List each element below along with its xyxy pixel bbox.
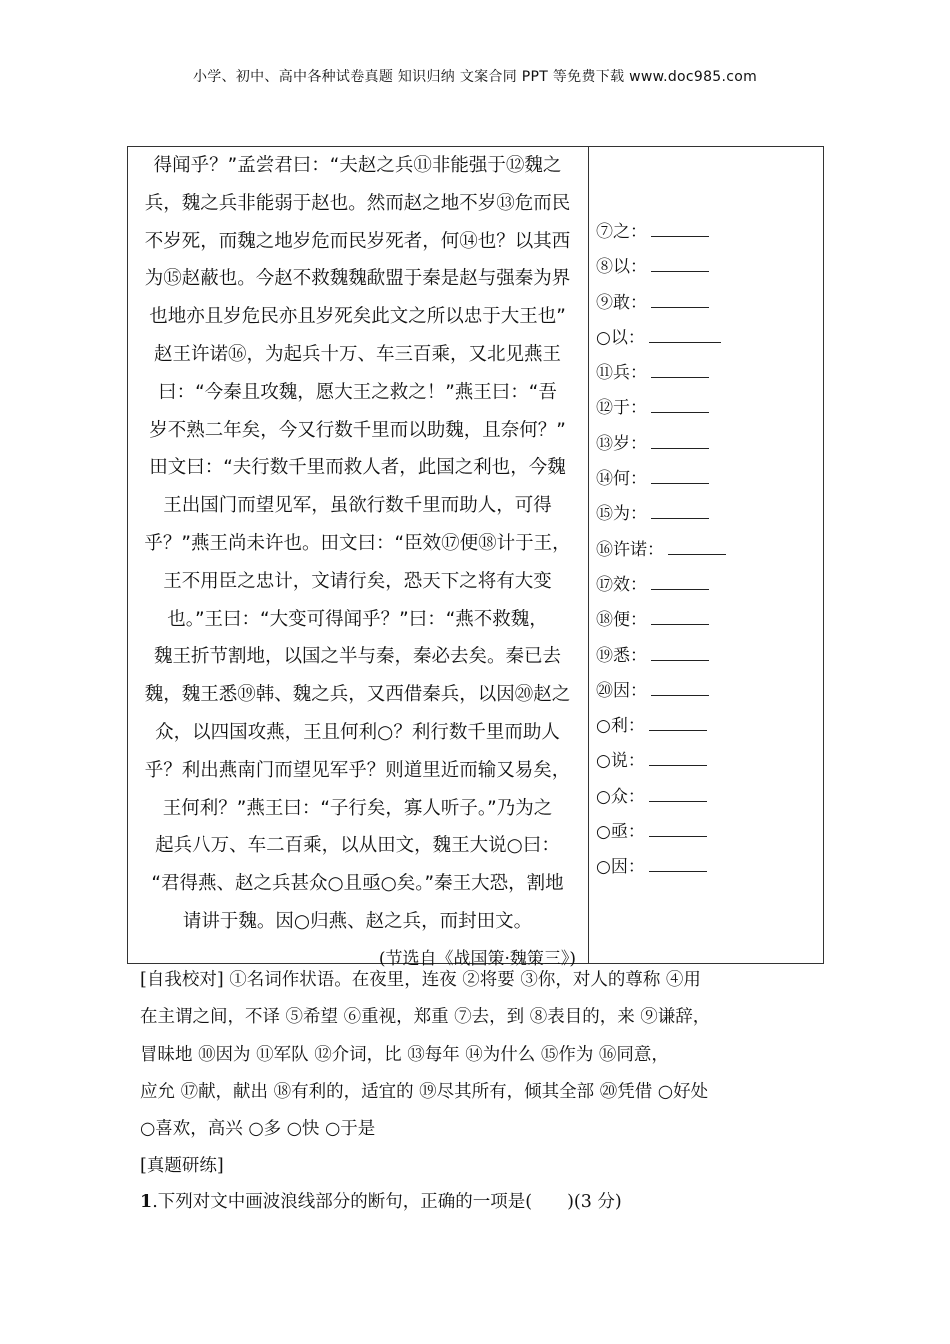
question-number: 1 <box>140 1192 153 1212</box>
passage-line: 田文曰：“夫行数千里而救人者，此国之利也，今魏 <box>149 457 566 479</box>
answer-blank[interactable] <box>651 646 709 661</box>
self-check-line: 冒昧地 ⑩因为 ⑪军队 ⑫介词，比 ⑬每年 ⑭为什么 ⑮作为 ⑯同意， <box>140 1044 669 1065</box>
passage-line: 魏王折节割地，以国之半与秦，秦必去矣。秦已去 <box>153 646 561 668</box>
passage-line: 起兵八万、车二百乘，以从田文，魏王大说○曰： <box>155 835 560 857</box>
note-item: ⑲悉： <box>596 639 816 674</box>
note-item: ⑯许诺： <box>596 533 816 568</box>
note-item: ○亟： <box>596 815 816 850</box>
note-item: ⑰效： <box>596 568 816 603</box>
answer-blank[interactable] <box>651 575 709 590</box>
question-1 <box>140 1184 622 1220</box>
passage-line: 乎？利出燕南门而望见军乎？则道里近而输又易矣， <box>144 759 571 781</box>
note-item: ⑦之： <box>596 215 816 250</box>
note-item: ○因： <box>596 850 816 885</box>
answer-blank[interactable] <box>651 504 709 519</box>
passage-line: 为⑮赵蔽也。今赵不救魏魏歃盟于秦是赵与强秦为界 <box>144 268 571 290</box>
self-check-line: 在主谓之间，不译 ⑤希望 ⑥重视，郑重 ⑦去，到 ⑧表目的，来 ⑨谦辞， <box>140 1007 711 1028</box>
self-check-line: ○喜欢，高兴 ○多 ○快 ○于是 <box>140 1119 376 1140</box>
study-section <box>140 1148 224 1184</box>
note-item: ⑧以： <box>596 250 816 285</box>
note-item: ⑮为： <box>596 497 816 532</box>
note-item: ○众： <box>596 780 816 815</box>
answer-blank[interactable] <box>649 751 707 766</box>
answer-blank[interactable] <box>651 293 709 308</box>
passage-line: 不岁死，而魏之地岁危而民岁死者，何⑭也？以其西 <box>144 230 571 252</box>
passage-line: 曰：“今秦且攻魏，愿大王之救之！”燕王曰：“吾 <box>158 381 557 403</box>
answer-blank[interactable] <box>649 787 707 802</box>
passage-line: 众，以四国攻燕，王且何利○？利行数千里而助人 <box>155 721 560 743</box>
page-header-banner: 小学、初中、高中各种试卷真题 知识归纳 文案合同 PPT 等免费下载 www.doc985.com <box>192 69 758 85</box>
answer-blank[interactable] <box>649 328 721 343</box>
note-item: ⑳因： <box>596 674 816 709</box>
note-item: ⑱便： <box>596 603 816 638</box>
passage-line: 也地亦且岁危民亦且岁死矣此文之所以忠于大王也” <box>149 306 566 328</box>
answer-blank[interactable] <box>649 822 707 837</box>
answer-blank[interactable] <box>668 540 726 555</box>
answer-blank[interactable] <box>649 716 707 731</box>
note-item: ○利： <box>596 709 816 744</box>
passage-line: 岁不熟二年矣，今又行数千里而以助魏，且奈何？” <box>149 419 566 441</box>
answer-blank[interactable] <box>651 257 709 272</box>
self-check-line: [自我校对] ①名词作状语。在夜里，连夜 ②将要 ③你，对人的尊称 ④用 <box>140 970 701 990</box>
answer-blank[interactable] <box>651 363 709 378</box>
answer-blank[interactable] <box>651 610 709 625</box>
note-item: ⑭何： <box>596 462 816 497</box>
passage-line: 赵王许诺⑯，为起兵十万、车三百乘，又北见燕王 <box>153 343 561 365</box>
passage-line: 魏，魏王悉⑲韩、魏之兵，又西借秦兵，以因⑳赵之 <box>144 684 571 706</box>
note-item: ○以： <box>596 321 816 356</box>
classical-passage <box>131 147 584 979</box>
note-item: ⑨敢： <box>596 286 816 321</box>
passage-line: 请讲于魏。因○归燕、赵之兵，而封田文。 <box>182 910 533 932</box>
annotation-column <box>596 215 816 886</box>
answer-blank[interactable] <box>651 222 709 237</box>
answer-blank[interactable] <box>651 434 709 449</box>
answer-blank[interactable] <box>649 857 707 872</box>
passage-line: 得闻乎？”孟尝君曰：“夫赵之兵⑪非能强于⑫魏之 <box>153 155 562 176</box>
passage-source: (节选自《战国策·魏策三》) <box>378 948 576 969</box>
passage-line: 乎？”燕王尚未许也。田文曰：“臣效⑰便⑱计于王， <box>144 532 571 554</box>
passage-line: 也。”王曰：“大变可得闻乎？”曰：“燕不救魏， <box>167 608 548 630</box>
note-item: ⑫于： <box>596 391 816 426</box>
table-column-divider <box>588 146 589 964</box>
note-item: ⑪兵： <box>596 356 816 391</box>
note-item: ⑬岁： <box>596 427 816 462</box>
passage-line: 王出国门而望见军，虽欲行数千里而助人，可得 <box>163 495 552 517</box>
question-text: .下列对文中画波浪线部分的断句，正确的一项是( )(3 分) <box>152 1192 622 1212</box>
answer-blank[interactable] <box>651 469 709 484</box>
note-item: ○说： <box>596 744 816 779</box>
answer-blank[interactable] <box>651 398 709 413</box>
passage-line: 王不用臣之忠计，文请行矣，恐天下之将有大变 <box>163 570 552 592</box>
self-check-line: 应允 ⑰献，献出 ⑱有利的，适宜的 ⑲尽其所有，倾其全部 ⑳凭借 ○好处 <box>140 1081 709 1102</box>
passage-line: 兵，魏之兵非能弱于赵也。然而赵之地不岁⑬危而民 <box>144 192 571 214</box>
passage-line: “君得燕、赵之兵甚众○且亟○矣。”秦王大恐，割地 <box>151 873 564 895</box>
answer-blank[interactable] <box>651 681 709 696</box>
passage-line: 王何利？”燕王曰：“子行矣，寡人听子。”乃为之 <box>162 797 553 819</box>
self-check-answers <box>140 962 820 1148</box>
study-heading: [真题研练] <box>140 1156 224 1176</box>
